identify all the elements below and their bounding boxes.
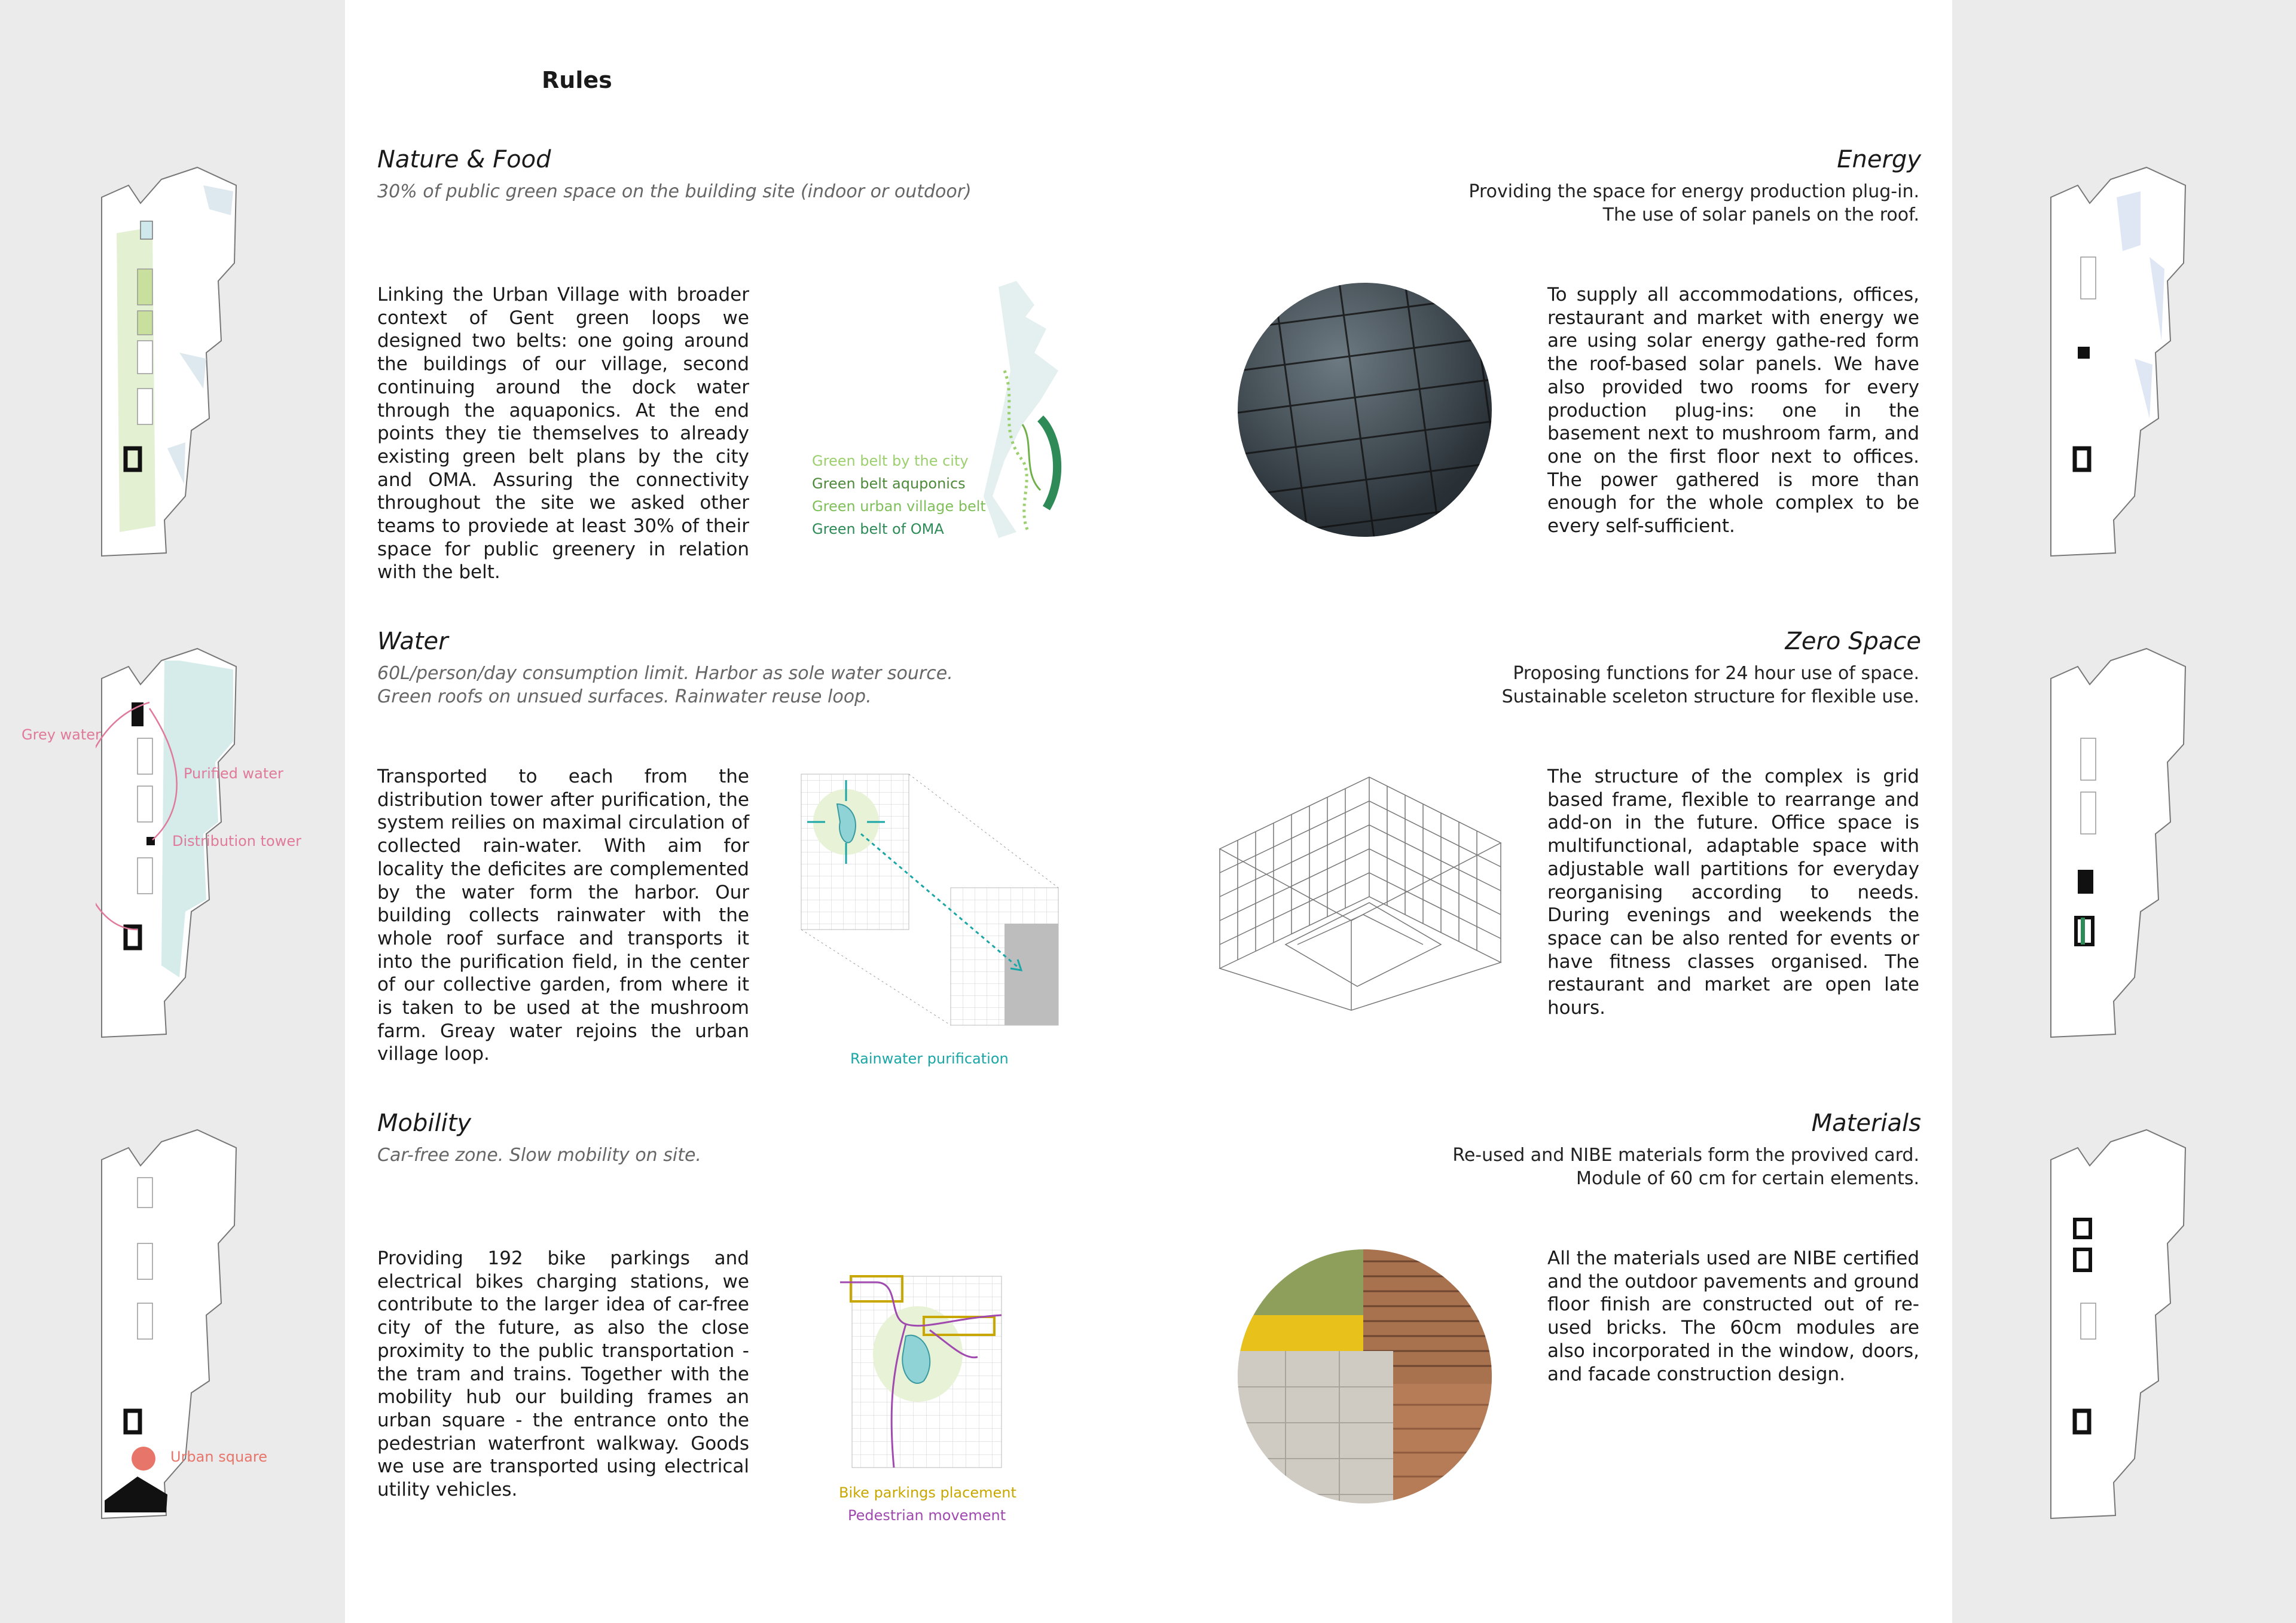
legend-green-urban-village-belt: Green urban village belt (812, 498, 986, 515)
mobility-heading: Mobility (377, 1109, 472, 1137)
rainwater-purification-diagram (795, 768, 1064, 1031)
energy-body: To supply all accommodations, offices, restaurant and market with energy we are using solar energy gathe-red form the roof-based solar panels. We have also provided two rooms for every production plug-ins: one in the basement next to mushroom farm, and one on the first floor next to offices. The power gathered is more than enough for the whole complex to be every self-sufficient. (1547, 284, 1919, 537)
energy-subtitle-line-2: The use of solar panels on the roof. (1602, 204, 1919, 225)
grey-water-label: Grey water (22, 726, 101, 743)
distribution-tower-label: Distribution tower (172, 833, 301, 849)
nature-body: Linking the Urban Village with broader context of Gent green loops we designed two belts: one going around the buildings of our village, second continuing around the dock water through the aquaponics. At the end points they tie themselves to already existing green belt plans by the city and OMA. Assuring the connectivity throughout the site we asked other teams to proviede at least 30% of their space for public greenery in relation with the belt. (377, 284, 749, 583)
site-plan-nature (96, 161, 245, 562)
legend-green-belt-city: Green belt by the city (812, 453, 969, 469)
purified-water-label: Purified water (184, 765, 283, 782)
water-heading: Water (377, 628, 448, 655)
water-body: Transported to each from the distribution tower after purification, the system reilies on maximal circulation of collected rain-water. With aim for locality the deficites are complemented by the water form the harbor. Our building collects rainwater with the whole roof surface and transports it into the purification field, in the center of our collective garden, from where it is taken to be used at the mushroom farm. Greay water rejoins the urban village loop. (377, 766, 749, 1065)
zero-space-heading: Zero Space (1785, 628, 1921, 655)
zero-space-subtitle-line-1: Proposing functions for 24 hour use of space. (1513, 663, 1919, 684)
mobility-body: Providing 192 bike parkings and electrical bikes charging stations, we contribute to the larger idea of car-free city of the future, as also the close proximity to the public transportation - the tram and trains. Together with the mobility hub our building frames an urban square - the entrance onto the pedestrian waterfront walkway. Goods we use are transported using electrical utility vehicles. (377, 1248, 749, 1501)
solar-panel-photo (1238, 283, 1492, 537)
materials-subtitle-line-1: Re-used and NIBE materials form the provived card. (1452, 1145, 1919, 1166)
water-subtitle-line-2: Green roofs on unsued surfaces. Rainwater reuse loop. (377, 686, 872, 707)
urban-square-label: Urban square (170, 1448, 267, 1465)
structure-frame-diagram (1214, 765, 1507, 1016)
legend-pedestrian-movement: Pedestrian movement (848, 1507, 1006, 1524)
nature-heading: Nature & Food (377, 146, 551, 173)
legend-bike-parkings: Bike parkings placement (839, 1484, 1016, 1501)
materials-photo (1238, 1249, 1492, 1503)
materials-heading: Materials (1811, 1109, 1921, 1137)
site-plan-zero-space (2045, 643, 2194, 1043)
zero-space-subtitle-line-2: Sustainable sceleton structure for flexible use. (1501, 686, 1919, 707)
rainwater-purification-caption: Rainwater purification (850, 1050, 1009, 1067)
mobility-subtitle: Car-free zone. Slow mobility on site. (377, 1145, 701, 1166)
materials-subtitle-line-2: Module of 60 cm for certain elements. (1576, 1168, 1919, 1189)
page-title: Rules (542, 67, 612, 93)
green-belt-diagram (981, 281, 1082, 544)
legend-green-belt-oma: Green belt of OMA (812, 521, 944, 537)
materials-body: All the materials used are NIBE certified and the outdoor pavements and ground floor finish are constructed out of re-used bricks. The 60cm modules are also incorporated in the window, doors, and facade construction design. (1547, 1248, 1919, 1385)
nature-subtitle: 30% of public green space on the building site (indoor or outdoor) (377, 181, 972, 202)
site-plan-materials (2045, 1124, 2194, 1524)
energy-heading: Energy (1837, 146, 1921, 173)
zero-space-body: The structure of the complex is grid based frame, flexible to rearrange and add-on in the future. Office space is multifunctional, adaptable space with adjustable wall partitions for everyday reorganising according to needs. During evenings and weekends the space can be also rented for events or have fitness classes organised. The restaurant and market are open late hours. (1547, 766, 1919, 1019)
water-subtitle-line-1: 60L/person/day consumption limit. Harbor as sole water source. (377, 663, 953, 684)
energy-subtitle-line-1: Providing the space for energy production plug-in. (1468, 181, 1919, 202)
mobility-diagram (834, 1270, 1013, 1474)
site-plan-energy (2045, 161, 2194, 562)
legend-green-belt-aquaponics: Green belt aquponics (812, 475, 966, 492)
